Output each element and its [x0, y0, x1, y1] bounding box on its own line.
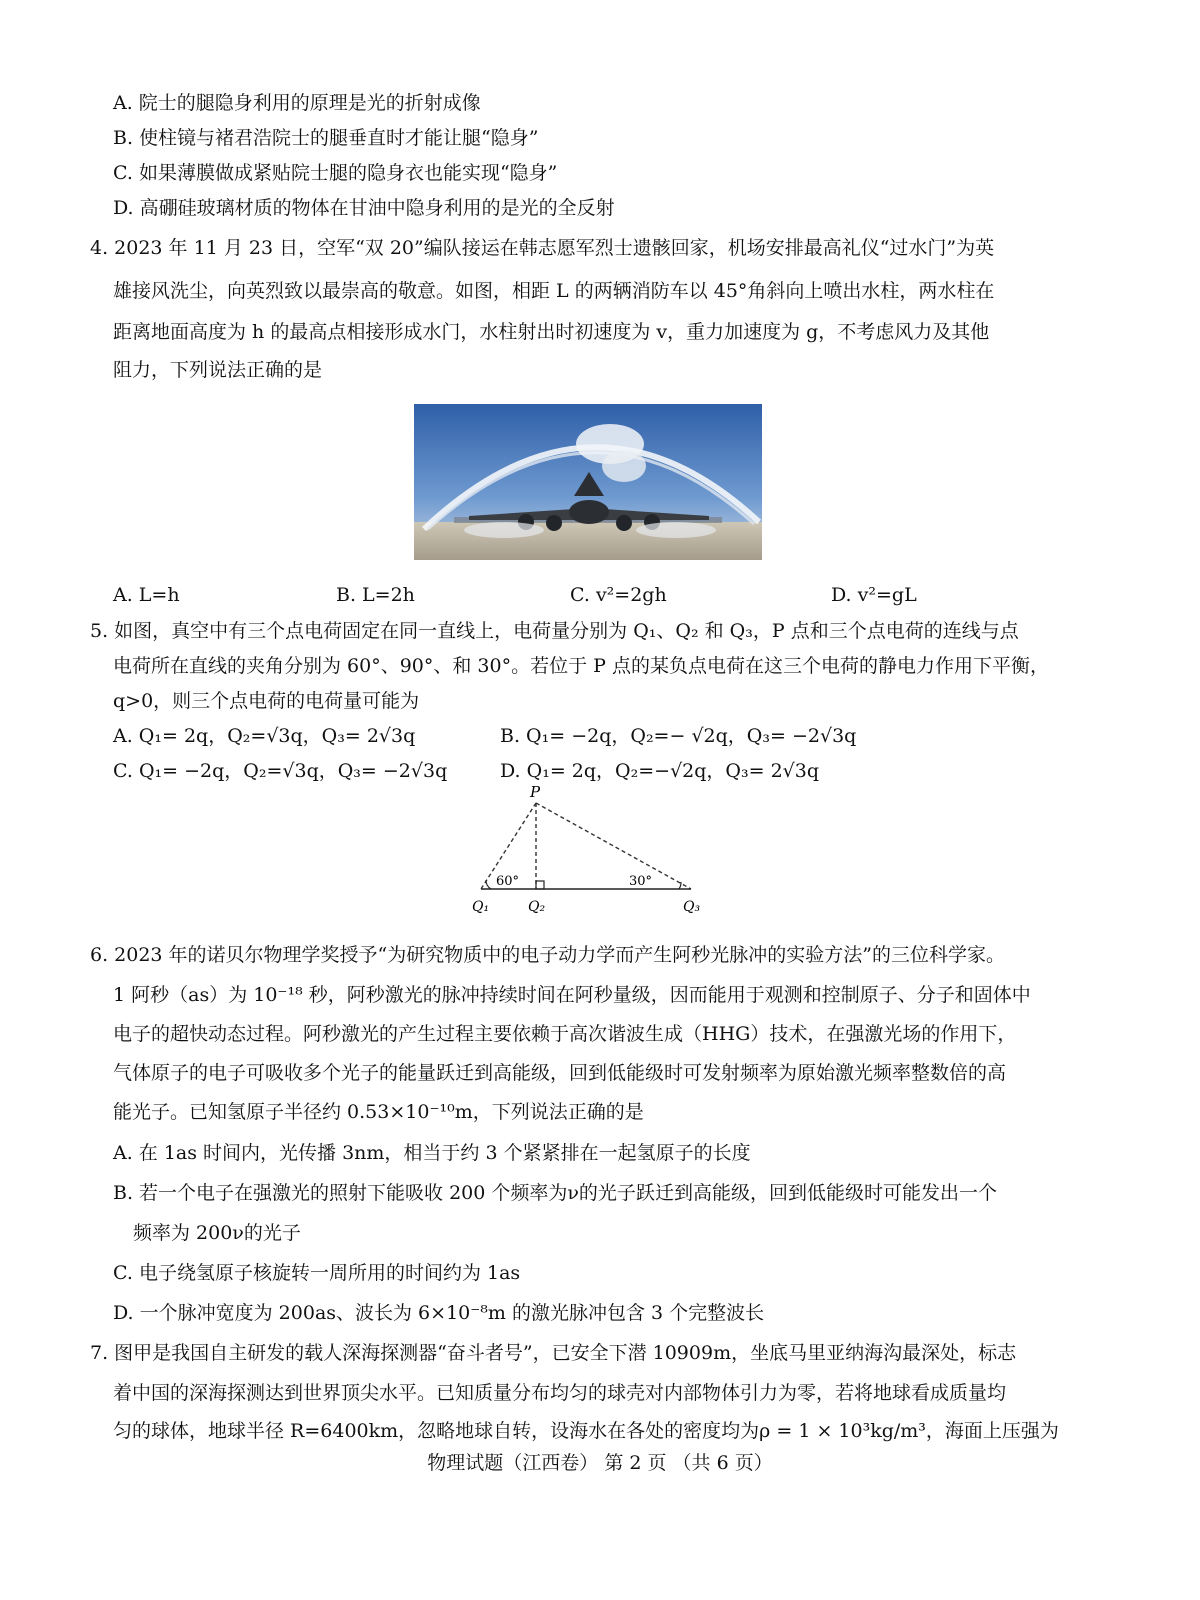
q3-option-a: A. 院士的腿隐身利用的原理是光的折射成像	[113, 92, 481, 114]
q3-option-b: B. 使柱镜与褚君浩院士的腿垂直时才能让腿“隐身”	[113, 127, 539, 149]
q5-stem-line-3: q>0，则三个点电荷的电荷量可能为	[113, 690, 420, 712]
water-salute-photo	[414, 404, 762, 560]
label-p: P	[530, 783, 541, 801]
q7-stem-line-3: 匀的球体，地球半径 R=6400km，忽略地球自转，设海水在各处的密度均为ρ = 1 × 10³kg/m³，海面上压强为	[113, 1420, 1059, 1442]
q4-stem-line-2: 雄接风洗尘，向英烈致以最崇高的敬意。如图，相距 L 的两辆消防车以 45°角斜向上喷出水柱，两水柱在	[113, 280, 995, 302]
q6-stem-line-2: 1 阿秒（as）为 10⁻¹⁸ 秒，阿秒激光的脉冲持续时间在阿秒量级，因而能用于观测和控制原子、分子和固体中	[113, 984, 1031, 1006]
q6-stem-line-4: 气体原子的电子可吸收多个光子的能量跃迁到高能级，回到低能级时可发射频率为原始激光频率整数倍的高	[113, 1062, 1007, 1084]
q5-option-b: B. Q₁= −2q，Q₂=− √2q，Q₃= −2√3q	[500, 725, 857, 747]
angle-arc-60	[486, 880, 491, 889]
q6-stem-line-5: 能光子。已知氢原子半径约 0.53×10⁻¹⁰m，下列说法正确的是	[113, 1101, 644, 1123]
q7-stem-line-1: 7. 图甲是我国自主研发的载人深海探测器“奋斗者号”，已安全下潜 10909m，坐底马里亚纳海沟最深处，标志	[90, 1342, 1017, 1364]
q4-stem-line-3: 距离地面高度为 h 的最高点相接形成水门，水柱射出时初速度为 v，重力加速度为 g，不考虑风力及其他	[113, 321, 990, 343]
q6-option-b: B. 若一个电子在强激光的照射下能吸收 200 个频率为ν的光子跃迁到高能级，回到低能级时可能发出一个	[113, 1182, 997, 1204]
label-angle-30: 30°	[629, 874, 653, 889]
q5-stem-line-2: 电荷所在直线的夹角分别为 60°、90°、和 30°。若位于 P 点的某负点电荷在这三个电荷的静电力作用下平衡，	[113, 655, 1049, 677]
q4-option-d: D. v²=gL	[831, 584, 917, 606]
label-angle-60: 60°	[496, 874, 520, 889]
label-q3: Q₃	[683, 899, 701, 915]
q5-option-a: A. Q₁= 2q，Q₂=√3q，Q₃= 2√3q	[113, 725, 416, 747]
q5-option-c: C. Q₁= −2q，Q₂=√3q，Q₃= −2√3q	[113, 760, 448, 782]
q6-option-d: D. 一个脉冲宽度为 200as、波长为 6×10⁻⁸m 的激光脉冲包含 3 个完整波长	[113, 1302, 765, 1324]
q6-option-a: A. 在 1as 时间内，光传播 3nm，相当于约 3 个紧紧排在一起氢原子的长度	[113, 1142, 751, 1164]
q5-stem-line-1: 5. 如图，真空中有三个点电荷固定在同一直线上，电荷量分别为 Q₁、Q₂ 和 Q₃，P 点和三个点电荷的连线与点	[90, 620, 1019, 642]
q4-option-b: B. L=2h	[336, 584, 415, 606]
page-footer: 物理试题（江西卷） 第 2 页 （共 6 页）	[427, 1452, 773, 1474]
q6-stem-line-1: 6. 2023 年的诺贝尔物理学奖授予“为研究物质中的电子动力学而产生阿秒光脉冲的实验方法”的三位科学家。	[90, 944, 1005, 966]
label-q2: Q₂	[528, 899, 546, 915]
charge-triangle-figure	[466, 783, 716, 923]
label-q1: Q₁	[472, 899, 490, 915]
q4-stem-line-4: 阻力，下列说法正确的是	[113, 359, 323, 381]
q6-stem-line-3: 电子的超快动态过程。阿秒激光的产生过程主要依赖于高次谐波生成（HHG）技术，在强激光场的作用下，	[113, 1023, 1017, 1045]
line-p-q3	[536, 803, 691, 889]
q4-stem-line-1: 4. 2023 年 11 月 23 日，空军“双 20”编队接运在韩志愿军烈士遗骸回家，机场安排最高礼仪“过水门”为英	[90, 237, 995, 259]
q6-option-c: C. 电子绕氢原子核旋转一周所用的时间约为 1as	[113, 1262, 521, 1284]
right-angle-mark	[536, 881, 544, 889]
q7-stem-line-2: 着中国的深海探测达到世界顶尖水平。已知质量分布均匀的球壳对内部物体引力为零，若将地球看成质量均	[113, 1382, 1007, 1404]
q3-option-d: D. 高硼硅玻璃材质的物体在甘油中隐身利用的是光的全反射	[113, 197, 615, 219]
q4-option-a: A. L=h	[113, 584, 180, 606]
q5-option-d: D. Q₁= 2q，Q₂=−√2q，Q₃= 2√3q	[500, 760, 820, 782]
q4-option-c: C. v²=2gh	[570, 584, 667, 606]
q6-option-b-cont: 频率为 200ν的光子	[133, 1222, 301, 1244]
q3-option-c: C. 如果薄膜做成紧贴院士腿的隐身衣也能实现“隐身”	[113, 162, 558, 184]
